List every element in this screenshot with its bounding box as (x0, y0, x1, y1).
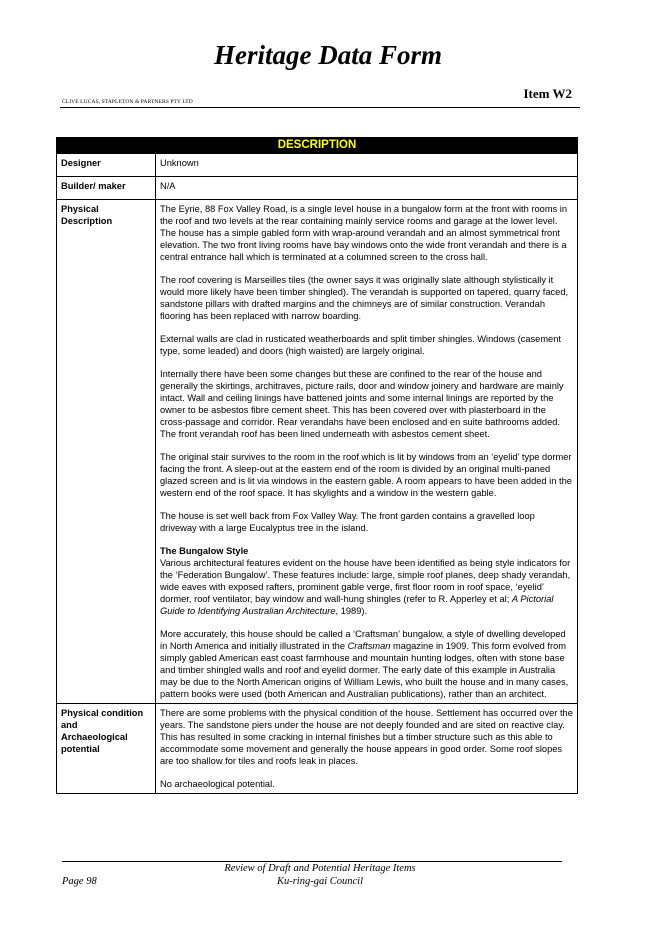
text-run: More accurately, this house should be called a ‘Craftsman’ bungalow, a style of dwelling developed in North America and initially illustrated in the (160, 629, 566, 651)
physical-description-label (57, 200, 156, 704)
page-title: Heritage Data Form (214, 40, 442, 70)
paragraph (160, 628, 573, 700)
text-run: , 1989). (335, 606, 368, 616)
paragraph: External walls are clad in rusticated weatherboards and split timber shingles. Windows (casement type, some leaded) and doors (high waisted) are largely original. (160, 334, 561, 356)
paragraph: The house is set well back from Fox Valley Way. The front garden contains a gravelled loop driveway with a large Eucalyptus tree in the island. (160, 511, 535, 533)
page-number: Page 98 (62, 876, 97, 887)
text-run: magazine in 1909. This form evolved from simply gabled American east coast farmhouse and mountain hunting lodges, often with stone base and timber shingled walls and roof and eyelid dormer. The early date of this example in Australia may be due to the North American origins of William Lewis, who built the house and in many cases, pattern books were used (both American and Australian publications), rather than an architect. (160, 641, 569, 699)
condition-label (57, 704, 156, 794)
builder-value: N/A (156, 177, 578, 200)
paragraph: No archaeological potential. (160, 779, 275, 789)
magazine-title: Craftsman (347, 641, 391, 651)
section-header-row (57, 138, 578, 154)
header-divider (60, 107, 580, 108)
book-title: A Pictorial Guide to Identifying Australian Architecture (160, 594, 554, 616)
paragraph (160, 545, 573, 617)
builder-label: Builder/ maker (57, 177, 156, 200)
paragraph: The roof covering is Marseilles tiles (the owner says it was originally slate although stylistically it would more likely have been timber shingled). The verandah is supported on tapered, quarry faced, sandstone pillars with drafted margins and the chimneys are of similar construction. Verandah flooring has been replaced with narrow boarding. (160, 275, 569, 321)
table-row (57, 200, 578, 704)
label-line: Archaeological (61, 732, 128, 742)
label-line: Physical condition (61, 708, 144, 718)
heritage-data-table (56, 137, 578, 794)
physical-description-value (156, 200, 578, 704)
item-id: Item W2 (523, 86, 572, 101)
designer-value: Unknown (156, 154, 578, 177)
designer-label: Designer (57, 154, 156, 177)
text-run: Various architectural features evident on the house have been identified as being style indicators for the ‘Federation Bungalow’. These features include: large, simple roof planes, deep shady verandah, wide eaves with exposed rafters, prominent gable verge, first floor room in roof space, ‘eyelid’ dormer, roof ventilator, bay window and wall-hung shingles (refer to R. Apperley et al; (160, 558, 571, 604)
label-line: and (61, 720, 78, 730)
footer-council: Ku-ring-gai Council (276, 876, 364, 887)
bungalow-style-heading: The Bungalow Style (160, 546, 249, 556)
paragraph: Internally there have been some changes but these are confined to the rear of the house and generally the skirtings, architraves, picture rails, door and window joinery and hardware are mainly intact. Wall and ceiling linings have battened joints and some internal linings are reported by the owner to be asbestos fibre cement sheet. This has been covered over with plasterboard in the cross-passage and corridor. Rear verandahs have been enclosed and en suite bathrooms added. The front verandah roof has been lined underneath with asbestos cement sheet. (160, 369, 564, 439)
paragraph: The original stair survives to the room in the roof which is lit by windows from an ‘eyelid’ type dormer facing the front. A sleep-out at the eastern end of the room is divided by an original multi-paned glazed screen and is lit via windows in the eastern gable. A room appears to have been added in the western end of the roof space. It has skylights and a window in the western gable. (160, 452, 572, 498)
label-line: Physical (61, 204, 99, 214)
label-line: Description (61, 216, 113, 226)
footer-review-title: Review of Draft and Potential Heritage Items (224, 863, 416, 874)
condition-value (156, 704, 578, 794)
label-line: potential (61, 744, 100, 754)
paragraph: There are some problems with the physical condition of the house. Settlement has occurred over the years. The sandstone piers under the house are not deeply founded and are sited on reactive clay. This has resulted in some cracking in internal finishes but a timber structure such as this able to accommodate some movement and generally the house appears in good order. Some roof slopes are too shallow for tiles and roofs leak in places. (160, 708, 573, 766)
footer-divider (62, 861, 562, 862)
table-row (57, 704, 578, 794)
table-row (57, 154, 578, 177)
section-title: DESCRIPTION (57, 138, 578, 154)
company-name: CLIVE LUCAS, STAPLETON & PARTNERS PTY LTD (62, 99, 193, 105)
table-row (57, 177, 578, 200)
paragraph: The Eyrie, 88 Fox Valley Road, is a single level house in a bungalow form at the front with rooms in the roof and two levels at the rear containing mainly service rooms and garage at the lower level. The house has a simple gabled form with wrap-around verandah and an almost symmetrical front elevation. The two front living rooms have bay windows onto the wide front verandah and there is a central entrance hall which is terminated at a columned screen to the cross hall. (160, 204, 568, 262)
